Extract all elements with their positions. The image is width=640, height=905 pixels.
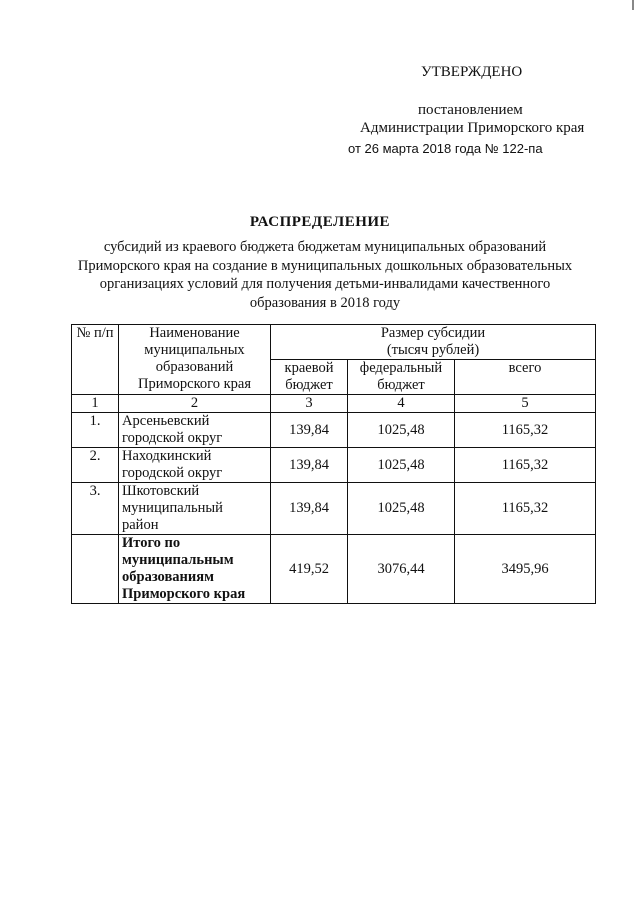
row-name-line: городской округ bbox=[122, 430, 223, 446]
header-name bbox=[119, 325, 271, 395]
row-num: 1. bbox=[72, 413, 119, 448]
row-name-line: Арсеньевский bbox=[122, 413, 210, 429]
header-num: № п/п bbox=[72, 325, 119, 395]
scan-edge-mark bbox=[632, 0, 634, 10]
column-number: 1 bbox=[72, 395, 119, 413]
row-federal: 1025,48 bbox=[348, 448, 455, 483]
header-federal bbox=[348, 360, 455, 395]
column-numbers-row bbox=[72, 395, 596, 413]
total-row-name-line: Приморского края bbox=[122, 586, 246, 602]
header-size-line: Размер субсидии bbox=[380, 325, 486, 341]
row-name bbox=[119, 413, 271, 448]
header-regional bbox=[271, 360, 348, 395]
header-name-line: Приморского края bbox=[137, 376, 251, 392]
row-total: 1165,32 bbox=[455, 483, 596, 535]
table-row bbox=[72, 413, 596, 448]
header-name-line: муниципальных bbox=[144, 342, 245, 358]
row-total: 1165,32 bbox=[455, 448, 596, 483]
row-regional: 139,84 bbox=[271, 448, 348, 483]
subsidy-table bbox=[71, 324, 596, 604]
table-row bbox=[72, 448, 596, 483]
column-number: 3 bbox=[271, 395, 348, 413]
total-row bbox=[72, 535, 596, 604]
header-name-line: образований bbox=[155, 359, 234, 375]
total-federal: 3076,44 bbox=[348, 535, 455, 604]
row-name bbox=[119, 483, 271, 535]
row-num: 3. bbox=[72, 483, 119, 535]
approval-line-3: от 26 марта 2018 года № 122-па bbox=[348, 141, 543, 156]
row-total: 1165,32 bbox=[455, 413, 596, 448]
total-row-name-line: муниципальным bbox=[122, 552, 234, 568]
total-row-name bbox=[119, 535, 271, 604]
row-name-line: Шкотовский bbox=[122, 483, 200, 499]
subtitle-line: субсидий из краевого бюджета бюджетам муниципальных образований bbox=[103, 239, 547, 255]
row-name-line: Находкинский bbox=[122, 448, 212, 464]
table-header-row bbox=[72, 325, 596, 360]
approval-line-2: Администрации Приморского края bbox=[360, 120, 585, 136]
header-federal-line: бюджет bbox=[377, 377, 425, 393]
approval-line-1: постановлением bbox=[418, 102, 523, 118]
row-name-line: район bbox=[122, 517, 159, 533]
row-name bbox=[119, 448, 271, 483]
subtitle-line: Приморского края на создание в муниципальных дошкольных образовательных bbox=[77, 257, 573, 274]
subtitle-line: организациях условий для получения детьми-инвалидами качественного bbox=[99, 276, 551, 292]
header-size-line: (тысяч рублей) bbox=[386, 342, 480, 358]
row-name-line: городской округ bbox=[122, 465, 223, 481]
total-row-num bbox=[72, 535, 119, 604]
row-regional: 139,84 bbox=[271, 413, 348, 448]
header-federal-line: федеральный bbox=[359, 360, 443, 376]
header-name-line: Наименование bbox=[149, 325, 240, 341]
header-total: всего bbox=[455, 360, 596, 395]
row-num: 2. bbox=[72, 448, 119, 483]
row-federal: 1025,48 bbox=[348, 483, 455, 535]
row-name-line: муниципальный bbox=[122, 500, 223, 516]
row-regional: 139,84 bbox=[271, 483, 348, 535]
column-number: 4 bbox=[348, 395, 455, 413]
document-subtitle bbox=[60, 238, 590, 312]
row-federal: 1025,48 bbox=[348, 413, 455, 448]
table-row bbox=[72, 483, 596, 535]
document-title: РАСПРЕДЕЛЕНИЕ bbox=[249, 214, 391, 230]
column-number: 5 bbox=[455, 395, 596, 413]
total-row-name-line: образованиям bbox=[122, 569, 214, 585]
header-regional-line: бюджет bbox=[285, 377, 333, 393]
total-total: 3495,96 bbox=[455, 535, 596, 604]
column-number: 2 bbox=[119, 395, 271, 413]
subtitle-line: образования в 2018 году bbox=[249, 294, 401, 311]
header-regional-line: краевой bbox=[284, 360, 334, 376]
approval-title: УТВЕРЖДЕНО bbox=[421, 64, 523, 80]
total-row-name-line: Итого по bbox=[122, 535, 181, 551]
header-size bbox=[271, 325, 596, 360]
total-regional: 419,52 bbox=[271, 535, 348, 604]
